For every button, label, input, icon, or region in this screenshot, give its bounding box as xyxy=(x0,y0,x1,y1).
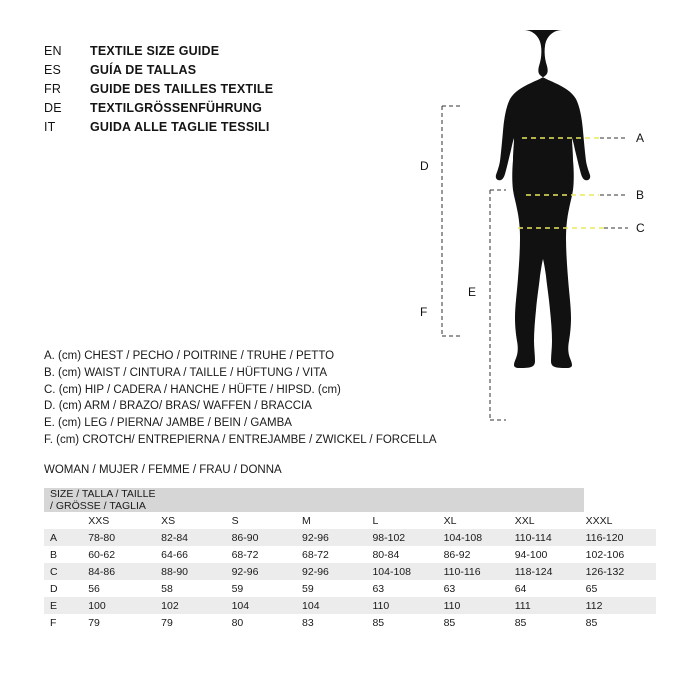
measurement-legend xyxy=(44,348,464,449)
title-text: GUIDE DES TAILLES TEXTILE xyxy=(90,82,274,96)
table-cell: 86-92 xyxy=(442,546,513,563)
table-cell: 102-106 xyxy=(584,546,656,563)
table-cell: 110 xyxy=(442,597,513,614)
bracket-leg-e xyxy=(490,190,506,420)
table-cell: 110 xyxy=(370,597,441,614)
table-header-cell xyxy=(370,488,441,512)
table-cell: 63 xyxy=(370,580,441,597)
table-cell: 110-114 xyxy=(513,529,584,546)
diagram-label-d: D xyxy=(420,159,429,173)
table-cell: 88-90 xyxy=(159,563,229,580)
table-cell: 83 xyxy=(300,614,370,631)
legend-item: A. (cm) CHEST / PECHO / POITRINE / TRUHE / PETTO xyxy=(44,350,335,362)
legend-item: D. (cm) ARM / BRAZO/ BRAS/ WAFFEN / BRACCIA xyxy=(44,400,312,413)
leader-lines xyxy=(600,138,628,228)
legend-item: B. (cm) WAIST / CINTURA / TAILLE / HÜFTUNG / VITA xyxy=(44,366,328,379)
table-column-header: XXS xyxy=(86,512,159,529)
table-row xyxy=(44,597,656,614)
table-cell: 85 xyxy=(442,614,513,631)
legend-item: C. (cm) HIP / CADERA / HANCHE / HÜFTE / HIPSD. (cm) xyxy=(44,383,341,396)
table-row xyxy=(44,546,656,563)
table-header-title: SIZE / TALLA / TAILLE / GRÖSSE / TAGLIA xyxy=(44,488,159,512)
table-cell: 92-96 xyxy=(300,563,370,580)
title-row xyxy=(44,82,374,101)
bracket-arm-d xyxy=(442,106,460,336)
table-header-cell xyxy=(513,488,584,512)
title-language-code: DE xyxy=(44,101,62,115)
table-cell: 104 xyxy=(300,597,370,614)
table-column-header: XS xyxy=(159,512,229,529)
table-cell: 126-132 xyxy=(584,563,656,580)
gender-label: WOMAN / MUJER / FEMME / FRAU / DONNA xyxy=(44,464,282,476)
table-row-label: B xyxy=(44,546,86,563)
table-row-label: C xyxy=(44,563,86,580)
table-cell: 59 xyxy=(300,580,370,597)
table-cell: 94-100 xyxy=(513,546,584,563)
table-column-header: XXL xyxy=(513,512,584,529)
diagram-label-e: E xyxy=(468,285,477,299)
table-cell: 104-108 xyxy=(370,563,441,580)
title-row xyxy=(44,120,374,139)
table-column-header: XXXL xyxy=(584,512,656,529)
diagram-label-a: A xyxy=(636,131,645,145)
table-cell: 56 xyxy=(86,580,159,597)
table-cell: 86-90 xyxy=(230,529,300,546)
table-cell: 78-80 xyxy=(86,529,159,546)
table-row-label: A xyxy=(44,529,86,546)
table-header-cell xyxy=(300,488,370,512)
diagram-label-c: C xyxy=(636,221,645,235)
table-cell: 79 xyxy=(86,614,159,631)
legend-item: F. (cm) CROTCH/ ENTREPIERNA / ENTREJAMBE / ZWICKEL / FORCELLA xyxy=(44,433,437,446)
table-column-row xyxy=(44,512,656,529)
table-cell: 65 xyxy=(584,580,656,597)
table-header-cell xyxy=(230,488,300,512)
table-row xyxy=(44,580,656,597)
table-row xyxy=(44,563,656,580)
table-cell: 110-116 xyxy=(442,563,513,580)
table-cell: 68-72 xyxy=(230,546,300,563)
table-header-cell xyxy=(159,488,229,512)
title-language-code: FR xyxy=(44,82,62,96)
table-cell: 85 xyxy=(370,614,441,631)
title-language-code: EN xyxy=(44,44,62,58)
table-cell: 85 xyxy=(584,614,656,631)
table-row xyxy=(44,614,656,631)
size-table xyxy=(44,488,656,631)
title-language-code: IT xyxy=(44,120,56,134)
table-cell: 100 xyxy=(86,597,159,614)
table-cell: 118-124 xyxy=(513,563,584,580)
table-cell: 104-108 xyxy=(442,529,513,546)
title-text: TEXTILE SIZE GUIDE xyxy=(90,44,220,58)
table-cell: 60-62 xyxy=(86,546,159,563)
title-block xyxy=(44,44,374,139)
table-corner-cell xyxy=(44,512,86,529)
title-language-code: ES xyxy=(44,63,62,77)
title-text: TEXTILGRÖSSENFÜHRUNG xyxy=(90,101,263,115)
table-row-label: E xyxy=(44,597,86,614)
table-cell: 63 xyxy=(442,580,513,597)
diagram-label-b: B xyxy=(636,188,645,202)
table-cell: 104 xyxy=(230,597,300,614)
table-header-cell xyxy=(442,488,513,512)
title-text: GUIDA ALLE TAGLIE TESSILI xyxy=(90,120,270,134)
table-cell: 59 xyxy=(230,580,300,597)
table-cell: 80 xyxy=(230,614,300,631)
table-cell: 112 xyxy=(584,597,656,614)
diagram-label-f: F xyxy=(420,305,428,319)
table-column-header: S xyxy=(230,512,300,529)
title-row xyxy=(44,63,374,82)
table-cell: 85 xyxy=(513,614,584,631)
title-row xyxy=(44,101,374,120)
title-row xyxy=(44,44,374,63)
table-cell: 64 xyxy=(513,580,584,597)
table-cell: 58 xyxy=(159,580,229,597)
table-row xyxy=(44,529,656,546)
table-row-label: D xyxy=(44,580,86,597)
table-row-label: F xyxy=(44,614,86,631)
table-cell: 79 xyxy=(159,614,229,631)
table-cell: 68-72 xyxy=(300,546,370,563)
table-cell: 111 xyxy=(513,597,584,614)
table-cell: 84-86 xyxy=(86,563,159,580)
table-column-header: M xyxy=(300,512,370,529)
table-cell: 80-84 xyxy=(370,546,441,563)
table-cell: 64-66 xyxy=(159,546,229,563)
table-cell: 102 xyxy=(159,597,229,614)
table-column-header: XL xyxy=(442,512,513,529)
female-silhouette-icon xyxy=(496,30,590,368)
table-cell: 82-84 xyxy=(159,529,229,546)
table-cell: 92-96 xyxy=(300,529,370,546)
table-cell: 98-102 xyxy=(370,529,441,546)
table-header-row xyxy=(44,488,656,512)
table-cell: 92-96 xyxy=(230,563,300,580)
title-text: GUÍA DE TALLAS xyxy=(90,63,197,77)
table-column-header: L xyxy=(370,512,441,529)
table-cell: 116-120 xyxy=(584,529,656,546)
legend-item: E. (cm) LEG / PIERNA/ JAMBE / BEIN / GAMBA xyxy=(44,417,292,430)
